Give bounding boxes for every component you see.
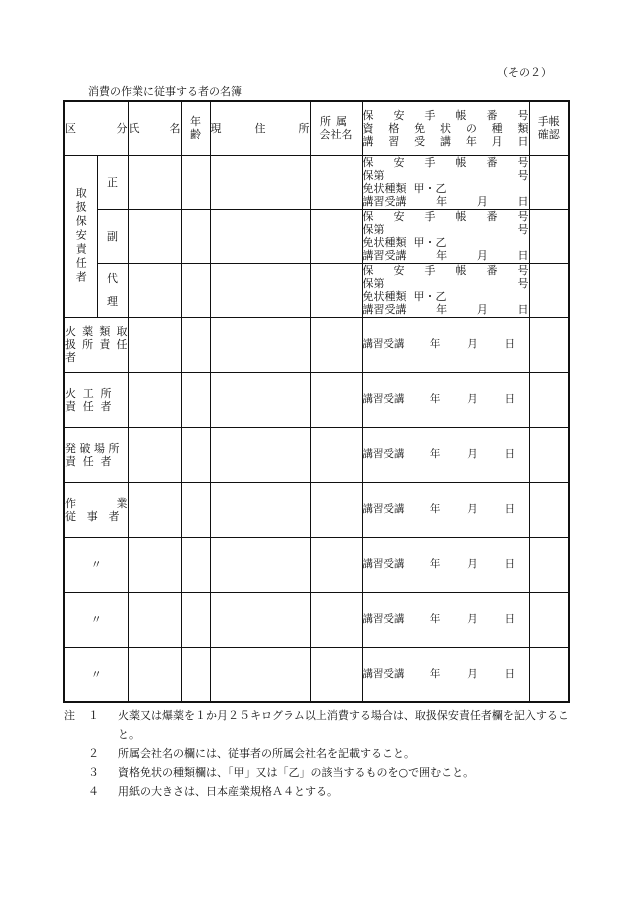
check-cell[interactable] [529,155,569,209]
company-cell[interactable] [310,647,362,702]
note-number: ４ [88,785,99,798]
name-cell[interactable] [128,317,181,372]
header-age-line2: 齢 [190,128,201,142]
table-row [64,155,569,209]
role-line: 扱所責任 [65,338,128,351]
age-cell[interactable] [181,209,210,263]
note-item [64,782,574,801]
card-line-2-right: 号 [517,277,529,290]
card-cell[interactable] [362,155,529,209]
date-month: 月 [467,613,478,625]
date-label: 講習受講 [362,558,405,570]
date-day: 日 [504,613,516,625]
address-cell[interactable] [210,372,310,427]
name-cell[interactable] [128,372,181,427]
age-cell[interactable] [181,647,210,702]
group-title-cell [64,155,97,317]
address-cell[interactable] [210,155,310,209]
company-cell[interactable] [310,209,362,263]
date-label: 講習受講 [362,667,405,680]
note-mark-spacer [64,782,88,801]
sub-role-deputy: 副 [97,209,128,263]
role-cell [64,427,128,482]
header-company-line1: 所属 [320,115,352,129]
header-check-line1: 手帳 [537,115,560,129]
name-cell[interactable] [128,155,181,209]
role-line: 発破場所 [65,441,120,455]
table-row [64,537,569,592]
table-row [64,482,569,537]
header-card-line1: 保安手帳番号 [362,108,529,122]
date-day: 日 [504,393,516,405]
date-cell[interactable] [362,372,529,427]
company-cell[interactable] [310,427,362,482]
address-cell[interactable] [210,592,310,647]
card-line-2-left: 保第 [362,169,385,182]
note-number: ２ [88,747,99,760]
date-month: 月 [467,558,478,570]
card-line-4-year: 年 [436,249,448,262]
check-cell[interactable] [529,427,569,482]
check-cell[interactable] [529,647,569,702]
company-cell[interactable] [310,263,362,317]
role-line: 責任者 [65,399,112,413]
age-cell[interactable] [181,372,210,427]
card-line-4 [363,303,529,316]
age-cell[interactable] [181,592,210,647]
name-cell[interactable] [128,482,181,537]
table-row [64,209,569,263]
card-line-3-value: 甲・乙 [413,236,447,249]
company-cell[interactable] [310,317,362,372]
note-mark-spacer [64,763,88,782]
table-row [64,372,569,427]
role-line: 作業 [65,496,128,510]
address-cell[interactable] [210,209,310,263]
header-address: 現住所 [210,101,310,155]
table-row [64,592,569,647]
company-cell[interactable] [310,482,362,537]
date-day: 日 [504,667,516,680]
date-month: 月 [467,393,478,405]
address-cell[interactable] [210,263,310,317]
header-row [64,101,569,155]
ditto-mark: 〃 [64,537,128,592]
date-day: 日 [504,448,516,460]
header-name: 氏名 [128,101,181,155]
card-line-4 [363,249,529,262]
check-cell[interactable] [529,482,569,537]
address-cell[interactable] [210,537,310,592]
sub-role-proxy-line2: 理 [107,295,118,308]
date-label: 講習受講 [362,338,405,350]
note-number: ３ [88,766,99,779]
check-cell[interactable] [529,372,569,427]
name-cell[interactable] [128,647,181,702]
table-row [64,647,569,702]
date-line [363,338,529,351]
date-year: 年 [429,503,441,515]
address-cell[interactable] [210,317,310,372]
note-text: 所属会社名の欄には、従事者の所属会社名を記載すること。 [118,747,415,760]
document-title: 消費の作業に従事する者の名簿 [88,85,242,98]
card-line-3 [363,290,529,303]
card-line-3-value: 甲・乙 [413,182,447,195]
address-cell[interactable] [210,427,310,482]
card-line-2-left: 保第 [362,223,385,236]
card-line-2-left: 保第 [362,277,385,290]
check-cell[interactable] [529,209,569,263]
ditto-mark: 〃 [64,647,128,702]
card-line-4-day: 日 [517,249,529,262]
age-cell[interactable] [181,317,210,372]
date-year: 年 [429,393,441,405]
note-mark-spacer [64,744,88,763]
roster-table [63,100,570,703]
role-cell [64,317,128,372]
date-line [363,448,529,461]
card-line-2-right: 号 [517,169,529,182]
date-cell[interactable] [362,317,529,372]
header-age-line1: 年 [190,115,201,129]
date-line [363,668,529,681]
company-cell[interactable] [310,537,362,592]
card-line-3 [363,236,529,249]
note-number: １ [88,709,99,722]
card-line-2 [363,169,529,182]
card-line-4-label: 講習受講 [362,195,407,208]
address-cell[interactable] [210,482,310,537]
card-line-4-label: 講習受講 [362,303,407,316]
card-cell[interactable] [362,263,529,317]
name-cell[interactable] [128,263,181,317]
name-cell[interactable] [128,209,181,263]
card-line-1: 保安手帳番号 [362,264,529,277]
card-line-3-label: 免状種類 [362,182,407,195]
date-line [363,393,529,406]
date-month: 月 [467,667,478,680]
age-cell[interactable] [181,482,210,537]
check-cell[interactable] [529,592,569,647]
age-cell[interactable] [181,263,210,317]
card-line-3 [363,182,529,195]
note-text: 資格免状の種類欄は、「甲」又は「乙」の該当するものを○で囲むこと。 [118,766,475,779]
name-cell[interactable] [128,427,181,482]
card-line-4-day: 日 [517,195,529,208]
page-number: （その２） [497,66,552,79]
role-line: 火工所 [65,386,112,400]
date-cell[interactable] [362,482,529,537]
name-cell[interactable] [128,537,181,592]
date-month: 月 [467,448,478,460]
age-cell[interactable] [181,155,210,209]
role-line: 火薬類取 [65,325,128,338]
header-card-line3: 講習受講年月日 [362,134,529,148]
ditto-mark: 〃 [64,592,128,647]
date-month: 月 [467,503,478,515]
note-item [64,744,574,763]
card-line-4-month: 月 [476,249,488,262]
date-label: 講習受講 [362,503,405,515]
date-cell[interactable] [362,537,529,592]
age-cell[interactable] [181,427,210,482]
date-line [363,558,529,571]
date-year: 年 [429,667,441,680]
date-cell[interactable] [362,427,529,482]
note-item [64,763,574,782]
card-line-2-right: 号 [517,223,529,236]
card-line-4-year: 年 [436,303,448,316]
date-year: 年 [429,613,441,625]
card-line-4-label: 講習受講 [362,249,407,262]
card-line-2 [363,277,529,290]
card-line-4-month: 月 [476,303,488,316]
header-card-line2: 資格免状の種類 [362,121,529,135]
date-year: 年 [429,338,441,350]
card-line-3-label: 免状種類 [362,236,407,249]
card-line-1: 保安手帳番号 [362,210,529,223]
card-line-4-day: 日 [517,303,529,316]
header-company-line2: 会社名 [319,128,353,142]
sub-role-main: 正 [97,155,128,209]
date-year: 年 [429,558,441,570]
date-line [363,503,529,516]
role-line: 者 [65,351,76,364]
date-cell[interactable] [362,592,529,647]
company-cell[interactable] [310,372,362,427]
name-cell[interactable] [128,592,181,647]
date-year: 年 [429,448,441,460]
card-line-3-label: 免状種類 [362,290,407,303]
card-cell[interactable] [362,209,529,263]
card-line-1: 保安手帳番号 [362,156,529,169]
table-row [64,317,569,372]
card-line-3-value: 甲・乙 [413,290,447,303]
date-label: 講習受講 [362,393,405,405]
header-company [310,101,362,155]
date-day: 日 [504,338,516,350]
address-cell[interactable] [210,647,310,702]
header-check-line2: 確認 [537,128,560,142]
role-cell [64,372,128,427]
header-kubun: 区分 [64,101,128,155]
card-line-2 [363,223,529,236]
notes [64,706,574,801]
note-text: 火薬又は爆薬を１か月２５キログラム以上消費する場合は、取扱保安責任者欄を記入すること。 [118,709,569,741]
check-cell[interactable] [529,317,569,372]
date-cell[interactable] [362,647,529,702]
date-month: 月 [467,338,478,350]
header-age [181,101,210,155]
check-cell[interactable] [529,537,569,592]
role-line: 責任者 [65,454,112,468]
date-line [363,613,529,626]
company-cell[interactable] [310,592,362,647]
note-item [64,706,574,744]
group-title: 取扱保安責任者 [74,187,88,285]
date-label: 講習受講 [362,613,405,625]
note-text: 用紙の大きさは、日本産業規格Ａ４とする。 [118,785,338,798]
sub-role-proxy [97,263,128,317]
header-card [362,101,529,155]
role-cell [64,482,128,537]
card-line-4-month: 月 [476,195,488,208]
sub-role-proxy-line1: 代 [107,272,118,285]
table-row [64,427,569,482]
date-day: 日 [504,503,516,515]
note-mark: 注 [64,709,75,722]
table-row [64,263,569,317]
header-check [529,101,569,155]
age-cell[interactable] [181,537,210,592]
check-cell[interactable] [529,263,569,317]
card-line-4 [363,195,529,208]
card-line-4-year: 年 [436,195,448,208]
role-line: 従事者 [65,509,120,523]
company-cell[interactable] [310,155,362,209]
date-label: 講習受講 [362,448,405,460]
date-day: 日 [504,558,516,570]
